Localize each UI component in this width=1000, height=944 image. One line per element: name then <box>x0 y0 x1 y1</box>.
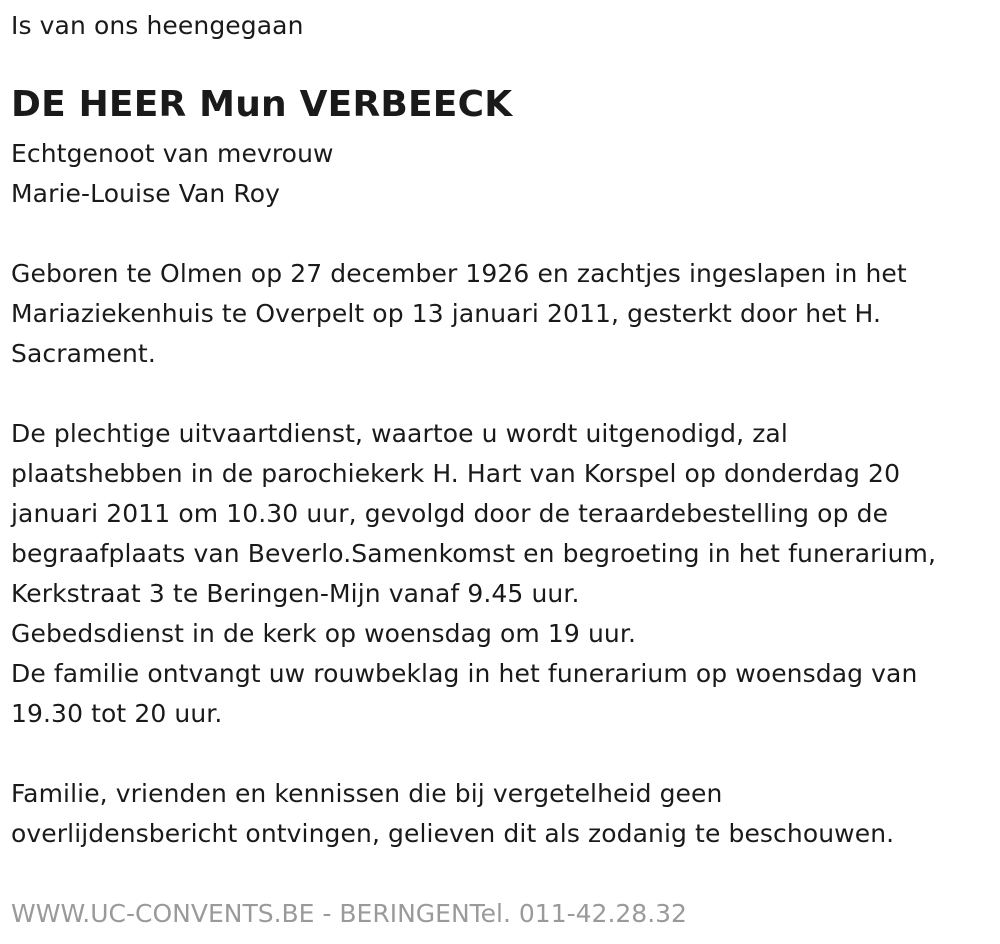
spouse-name: Marie-Louise Van Roy <box>11 179 281 208</box>
paragraph-line: begraafplaats van Beverlo.Samenkomst en begroeting in het funerarium, <box>11 539 937 568</box>
paragraph-line: Geboren te Olmen op 27 december 1926 en zachtjes ingeslapen in het <box>11 259 907 288</box>
paragraph-line: Sacrament. <box>11 339 156 368</box>
service-paragraph <box>11 414 936 734</box>
spouse-line: Echtgenoot van mevrouw <box>11 139 334 168</box>
intro-text: Is van ons heengegaan <box>11 11 304 40</box>
notice-paragraph <box>11 774 894 854</box>
footer-contact: WWW.UC-CONVENTS.BE - BERINGENTel. 011-42.28.32 <box>11 899 687 928</box>
paragraph-line: De familie ontvangt uw rouwbeklag in het funerarium op woensdag van <box>11 659 918 688</box>
paragraph-line: De plechtige uitvaartdienst, waartoe u wordt uitgenodigd, zal <box>11 419 788 448</box>
paragraph-line: Mariaziekenhuis te Overpelt op 13 januari 2011, gesterkt door het H. <box>11 299 882 328</box>
paragraph-line: overlijdensbericht ontvingen, gelieven dit als zodanig te beschouwen. <box>11 819 895 848</box>
birth-paragraph <box>11 254 907 374</box>
deceased-name: DE HEER Mun VERBEECK <box>11 84 513 125</box>
paragraph-line: Kerkstraat 3 te Beringen-Mijn vanaf 9.45 uur. <box>11 579 580 608</box>
paragraph-line: januari 2011 om 10.30 uur, gevolgd door de teraardebestelling op de <box>11 499 889 528</box>
paragraph-line: Familie, vrienden en kennissen die bij vergetelheid geen <box>11 779 723 808</box>
paragraph-line: plaatshebben in de parochiekerk H. Hart van Korspel op donderdag 20 <box>11 459 901 488</box>
paragraph-line: 19.30 tot 20 uur. <box>11 699 223 728</box>
paragraph-line: Gebedsdienst in de kerk op woensdag om 19 uur. <box>11 619 636 648</box>
spouse-block <box>11 134 334 214</box>
